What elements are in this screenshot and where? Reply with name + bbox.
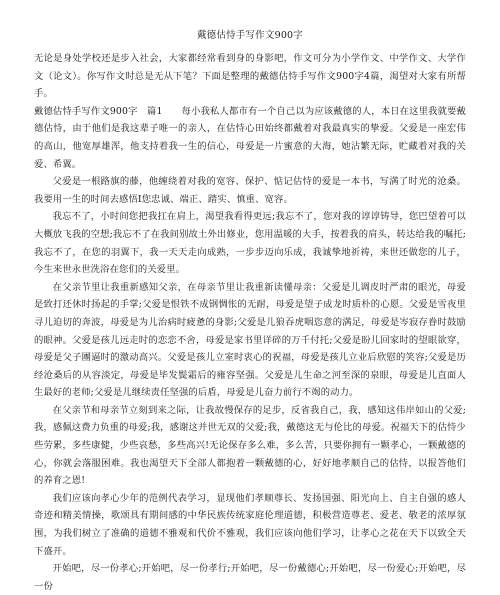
paragraph: 戴德估恃手写作文900字 篇1 每小我私人都市有一个自己以为应该戴德的人，本日在这里我就要戴德估恃，由于他们是我这辈子唯一的亲人，在估恃心田始终都戴着对我最真实的挚爱。父爱是一座宏伟的高山，他宽厚雄浑，他支持着我一生的信心，母爱是一片蜜意的大海，她沾繁无际，贮藏着对我的关爱、希翼。 (34, 105, 466, 170)
paragraph: 我忘不了，小时间您把我扛在肩上，渴望我看得更远;我忘不了，您对我的谆谆铸导，您巴望着可以大概放飞我的空想;我忘不了在我间别故土外出修业，您用温暖的大手，按着我的肩头，转达给我的嘱托;我忘不了，在您的羽翼下，我一天天走向成熟，一步步迈向乐成，我诚挚地祈祷，来世还做您的儿子，今生来世永世洗浴在您们的关爱里。 (34, 211, 466, 276)
document-title: 戴德估恃手写作文900字 (196, 30, 304, 41)
paragraph: 开始吧，尽一份孝心;开始吧，尽一份孝行;开始吧，尽一份戴德心;开始吧，尽一份爱心;开始吧，尽一份 (34, 563, 466, 592)
document-body (34, 50, 466, 595)
paragraph: 父爱是一根路旗的藤，他缠绕着对我的宽容、保护、惦记估恃的爱是一本书，写满了时光的沧桑。我要用一生的时间去感悟I您忠诚、端正、踏实、慎重、宽容。 (34, 176, 466, 205)
paragraph: 我们应该向孝心少年的范例代表学习，显现他们孝顺尊长、发扬国强、阳光向上、自主自强的感人奇迹和精美情操，歌颂具有期间感的中华民族传统家庭伦理道德，积极营造尊老、爱老、敬老的浓厚氛围，为我们树立了准确的道德不雅观和代价不雅观，我们应该向他们学习，让孝心之花在天下以致全天下盛开。 (34, 492, 466, 557)
paragraph: 在父亲节里让我重新感知父亲，在母亲节里让我重新读懂母亲：父爱是儿调皮时严肃的眼光，母爱是致打还休时扬起的手掌;父爱是恨铁不成钢惆怅的无耐，母爱是望子成龙时质朴的心愿。父爱是雪夜里寻儿迫切的奔波，母爱是为儿治病时疲惫的身影;父爱是儿狼吞虎咽恣意的满足，母爱是岑寂存眷时鼓励的眼神。父爱是孩儿远走时的恋恋不舍，母爱是家书里详碎的万千付托;父爱是盼儿回家时的望眼欲穿，母爱是父子團逼时的激动高兴。父爱是孩儿立室时衷心的祝福，母爱是孩儿立业后欣慰的笑容;父爱是历经沧桑后的从容淡定，母爱是毕发鬓霜后的雍容坚强。父爱是儿生命之河至深的泉眼，母爱是儿直面人生最好的老师;父爱是儿继续责任坚强的后盾，母爱是儿奋力前行不竭的动力。 (34, 281, 466, 399)
paragraph: 在父亲节和母亲节立刻到来之际，让我故慢保存的足步，反省我自己，我，感知这伟岸如山的父爱;我，感佩这费力负重的母爱;我，感谢这并世无双的父爱;我，戴德这无与伦比的母爱。祝福天下的估恃少些劳累，多些康健，少些哀愁，多些高兴!无论保存多么难，多么苦，只要你拥有一颗孝心，一颗戴德的心，你就会落服困难。我也渴望天下全部人都抱着一颗戴德的心，好好地孝顺自己的估恃，以报答他们的养育之恩! (34, 404, 466, 487)
paragraph: 无论是身处学校还是步入社会，大家都经常看到身的身影吧，作文可分为小学作文、中学作文、大学作文（论文）。你写作文时总是无从下笔？下面是整理的戴德估恃手写作文900字4篇，渴望对大家有所帮手。 (34, 53, 466, 100)
